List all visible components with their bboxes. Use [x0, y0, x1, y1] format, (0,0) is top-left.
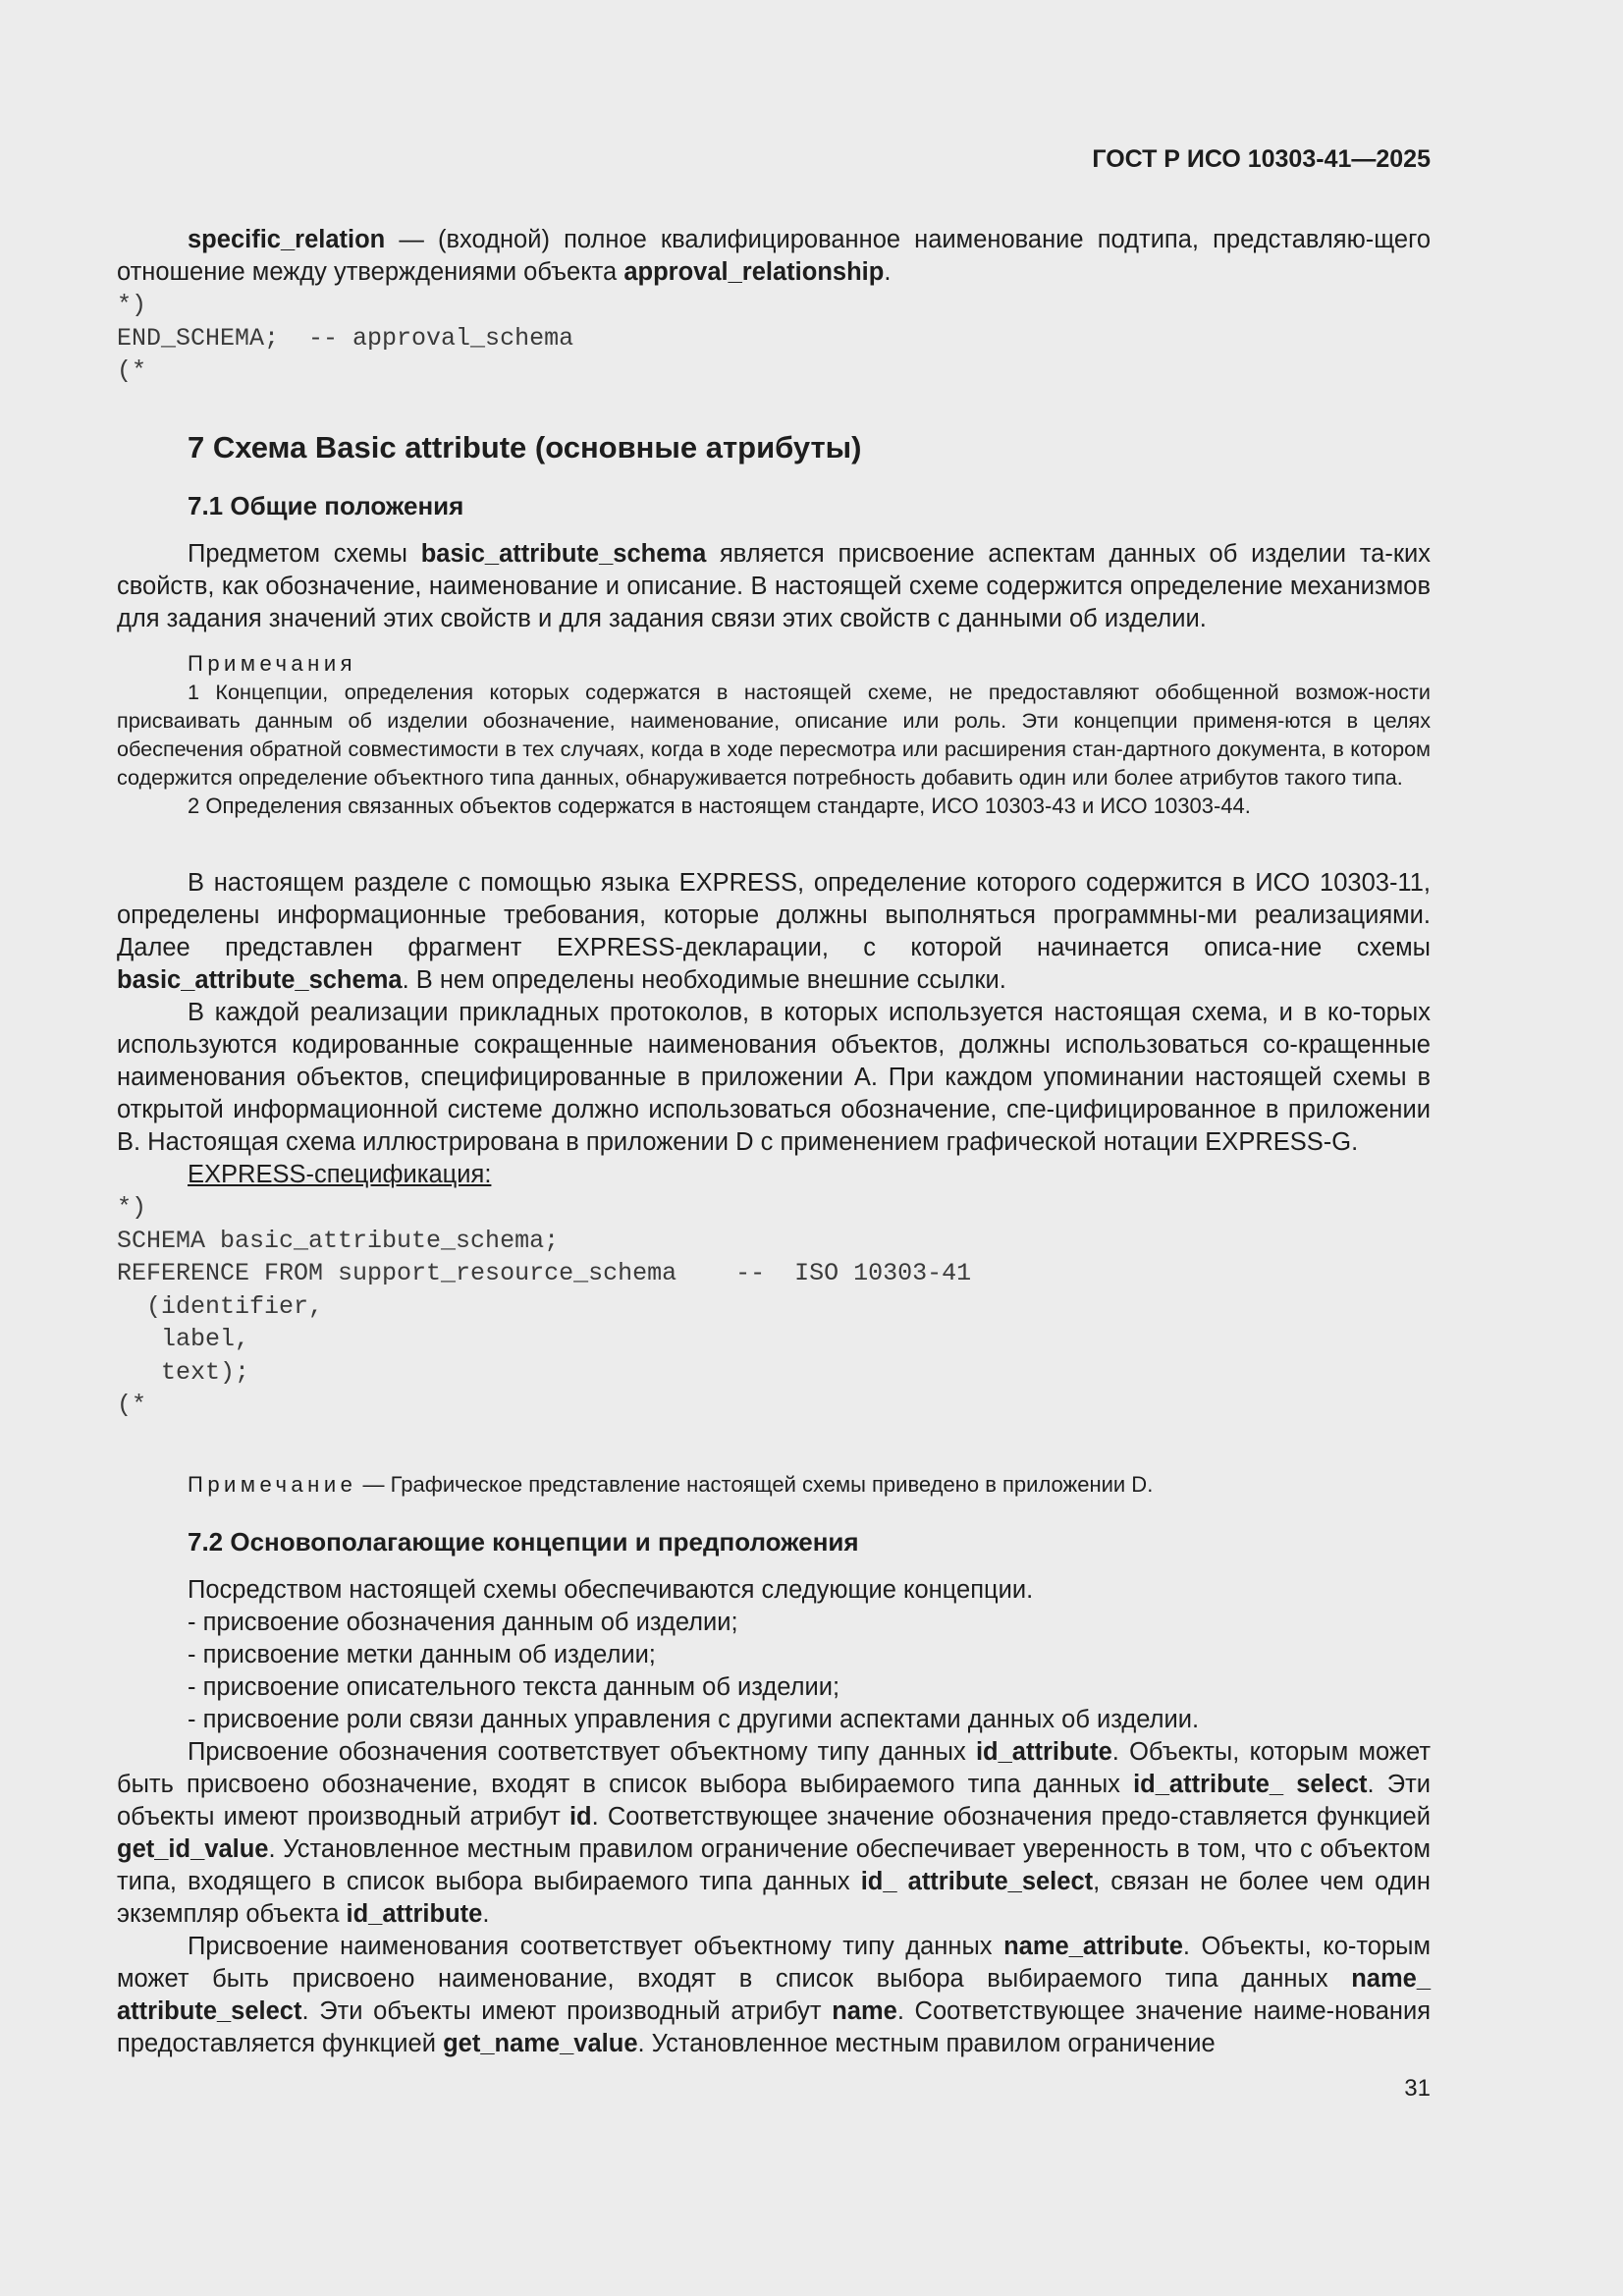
- bold-term: id_attribute: [346, 1900, 483, 1928]
- list-item: - присвоение роли связи данных управления с другими аспектами данных об изделии.: [188, 1706, 1200, 1733]
- subsection-7-2: [117, 1527, 1431, 1558]
- section-7-1-body: [117, 538, 1431, 635]
- code-block: *) END_SCHEMA; -- approval_schema (*: [117, 291, 574, 385]
- paragraph: В каждой реализации прикладных протоколов, в которых используется настоящая схема, и в ко-торых используются кодированные сокращенные наименования объектов, должны использоваться со-кращенные наименования объектов, специфицированные в приложении А. При каждом упоминании настоящей схемы в открытой информационной системе должно использоваться обозначение, спе-цифицированное в приложении В. Настоящая схема иллюстрирована в приложении D с применением графической нотации EXPRESS-G.: [117, 999, 1431, 1156]
- section-7-2-body: [117, 1574, 1431, 2060]
- paragraph: Посредством настоящей схемы обеспечиваются следующие концепции.: [188, 1576, 1034, 1604]
- subsection-title: 7.1 Общие положения: [188, 491, 464, 520]
- express-spec-label: EXPRESS-спецификация:: [188, 1161, 492, 1188]
- note-label: Примечание: [188, 1472, 357, 1497]
- page-number: 31: [1404, 2075, 1431, 2102]
- bold-term: specific_relation: [188, 226, 386, 253]
- subsection-title: 7.2 Основополагающие концепции и предположения: [188, 1527, 859, 1557]
- section-7: [117, 430, 1431, 465]
- bold-term: id: [568, 1803, 592, 1831]
- list-item: - присвоение обозначения данным об изделии;: [188, 1609, 738, 1636]
- list-item: - присвоение метки данным об изделии;: [188, 1641, 656, 1668]
- bold-term: id_ attribute_select: [860, 1868, 1094, 1895]
- bold-term: id_attribute_ select: [1133, 1771, 1368, 1798]
- paragraph: Присвоение наименования соответствует объектному типу данных name_attribute. Объекты, ко-торым может быть присвоено наименование, входят в список выбора выбираемого типа данных name_ attribute_select. Эти объекты имеют производный атрибут name. Соответствующее значение наиме-нования предоставляется функцией get_name_value. Установленное местным правилом ограничение: [117, 1933, 1432, 2057]
- bold-term: name: [832, 1997, 897, 2025]
- subsection-7-1: [117, 491, 1431, 521]
- note-2: 2 Определения связанных объектов содержатся в настоящем стандарте, ИСО 10303-43 и ИСО 10303-44.: [188, 793, 1251, 818]
- bold-term: approval_relationship: [623, 258, 885, 286]
- code-block: *) SCHEMA basic_attribute_schema; REFERENCE FROM support_resource_schema -- ISO 10303-41 (identifier, label, text); (*: [117, 1193, 972, 1419]
- express-spec-label-row: [117, 1159, 1431, 1191]
- paragraph: Предметом схемы basic_attribute_schema является присвоение аспектам данных об изделии та-ких свойств, как обозначение, наименование и описание. В настоящей схеме содержится определение механизмов для задания значений этих свойств и для задания связи этих свойств с данными об изделии.: [117, 540, 1431, 632]
- bold-term: name_attribute: [1003, 1933, 1183, 1960]
- list-item: - присвоение описательного текста данным об изделии;: [188, 1673, 840, 1701]
- document-header: ГОСТ Р ИСО 10303-41—2025: [1092, 145, 1431, 173]
- bold-term: get_id_value: [117, 1835, 269, 1863]
- notes-title: Примечания: [188, 651, 357, 676]
- bold-term: id_attribute: [975, 1738, 1112, 1766]
- paragraph: Присвоение обозначения соответствует объектному типу данных id_attribute. Объекты, которым может быть присвоено обозначение, входят в список выбора выбираемого типа данных id_attribute_ select. Эти объекты имеют производный атрибут id. Соответствующее значение обозначения предо-ставляется функцией get_id_value. Установленное местным правилом ограничение обеспечивает уверенность в том, что с объектом типа, входящего в список выбора выбираемого типа данных id_ attribute_select, связан не более чем один экземпляр объекта id_attribute.: [117, 1738, 1432, 1928]
- paragraph: В настоящем разделе с помощью языка EXPRESS, определение которого содержится в ИСО 10303-11, определены информационные требования, которые должны выполняться программны-ми реализациями. Далее представлен фрагмент EXPRESS-декларации, с которой начинается описа-ние схемы basic_attribute_schema. В нем определены необходимые внешние ссылки.: [117, 869, 1431, 994]
- section-title: 7 Схема Basic attribute (основные атрибуты): [188, 430, 862, 465]
- note-3: Примечание — Графическое представление настоящей схемы приведено в приложении D.: [188, 1472, 1154, 1497]
- bold-term: basic_attribute_schema: [117, 966, 403, 994]
- notes-block: [117, 649, 1431, 820]
- bold-term: name_ attribute_select: [117, 1965, 1431, 2025]
- section-7-1-body-2: [117, 867, 1431, 1422]
- bold-term: get_name_value: [443, 2030, 638, 2057]
- paragraph: specific_relation — (входной) полное квалифицированное наименование подтипа, представляю-щего отношение между утверждениями объекта approval_relationship.: [117, 226, 1431, 286]
- note-1: 1 Концепции, определения которых содержатся в настоящей схеме, не предоставляют обобщенной возмож-ности присваивать данным об изделии обозначение, наименование, описание или роль. Эти концепции применя-ются в целях обеспечения обратной совместимости в тех случаях, когда в ходе пересмотра или расширения стан-дартного документа, в котором содержится определение объектного типа данных, обнаруживается потребность добавить один или более атрибутов такого типа.: [117, 680, 1431, 790]
- specific-relation-block: [117, 224, 1431, 388]
- bold-term: basic_attribute_schema: [420, 540, 707, 568]
